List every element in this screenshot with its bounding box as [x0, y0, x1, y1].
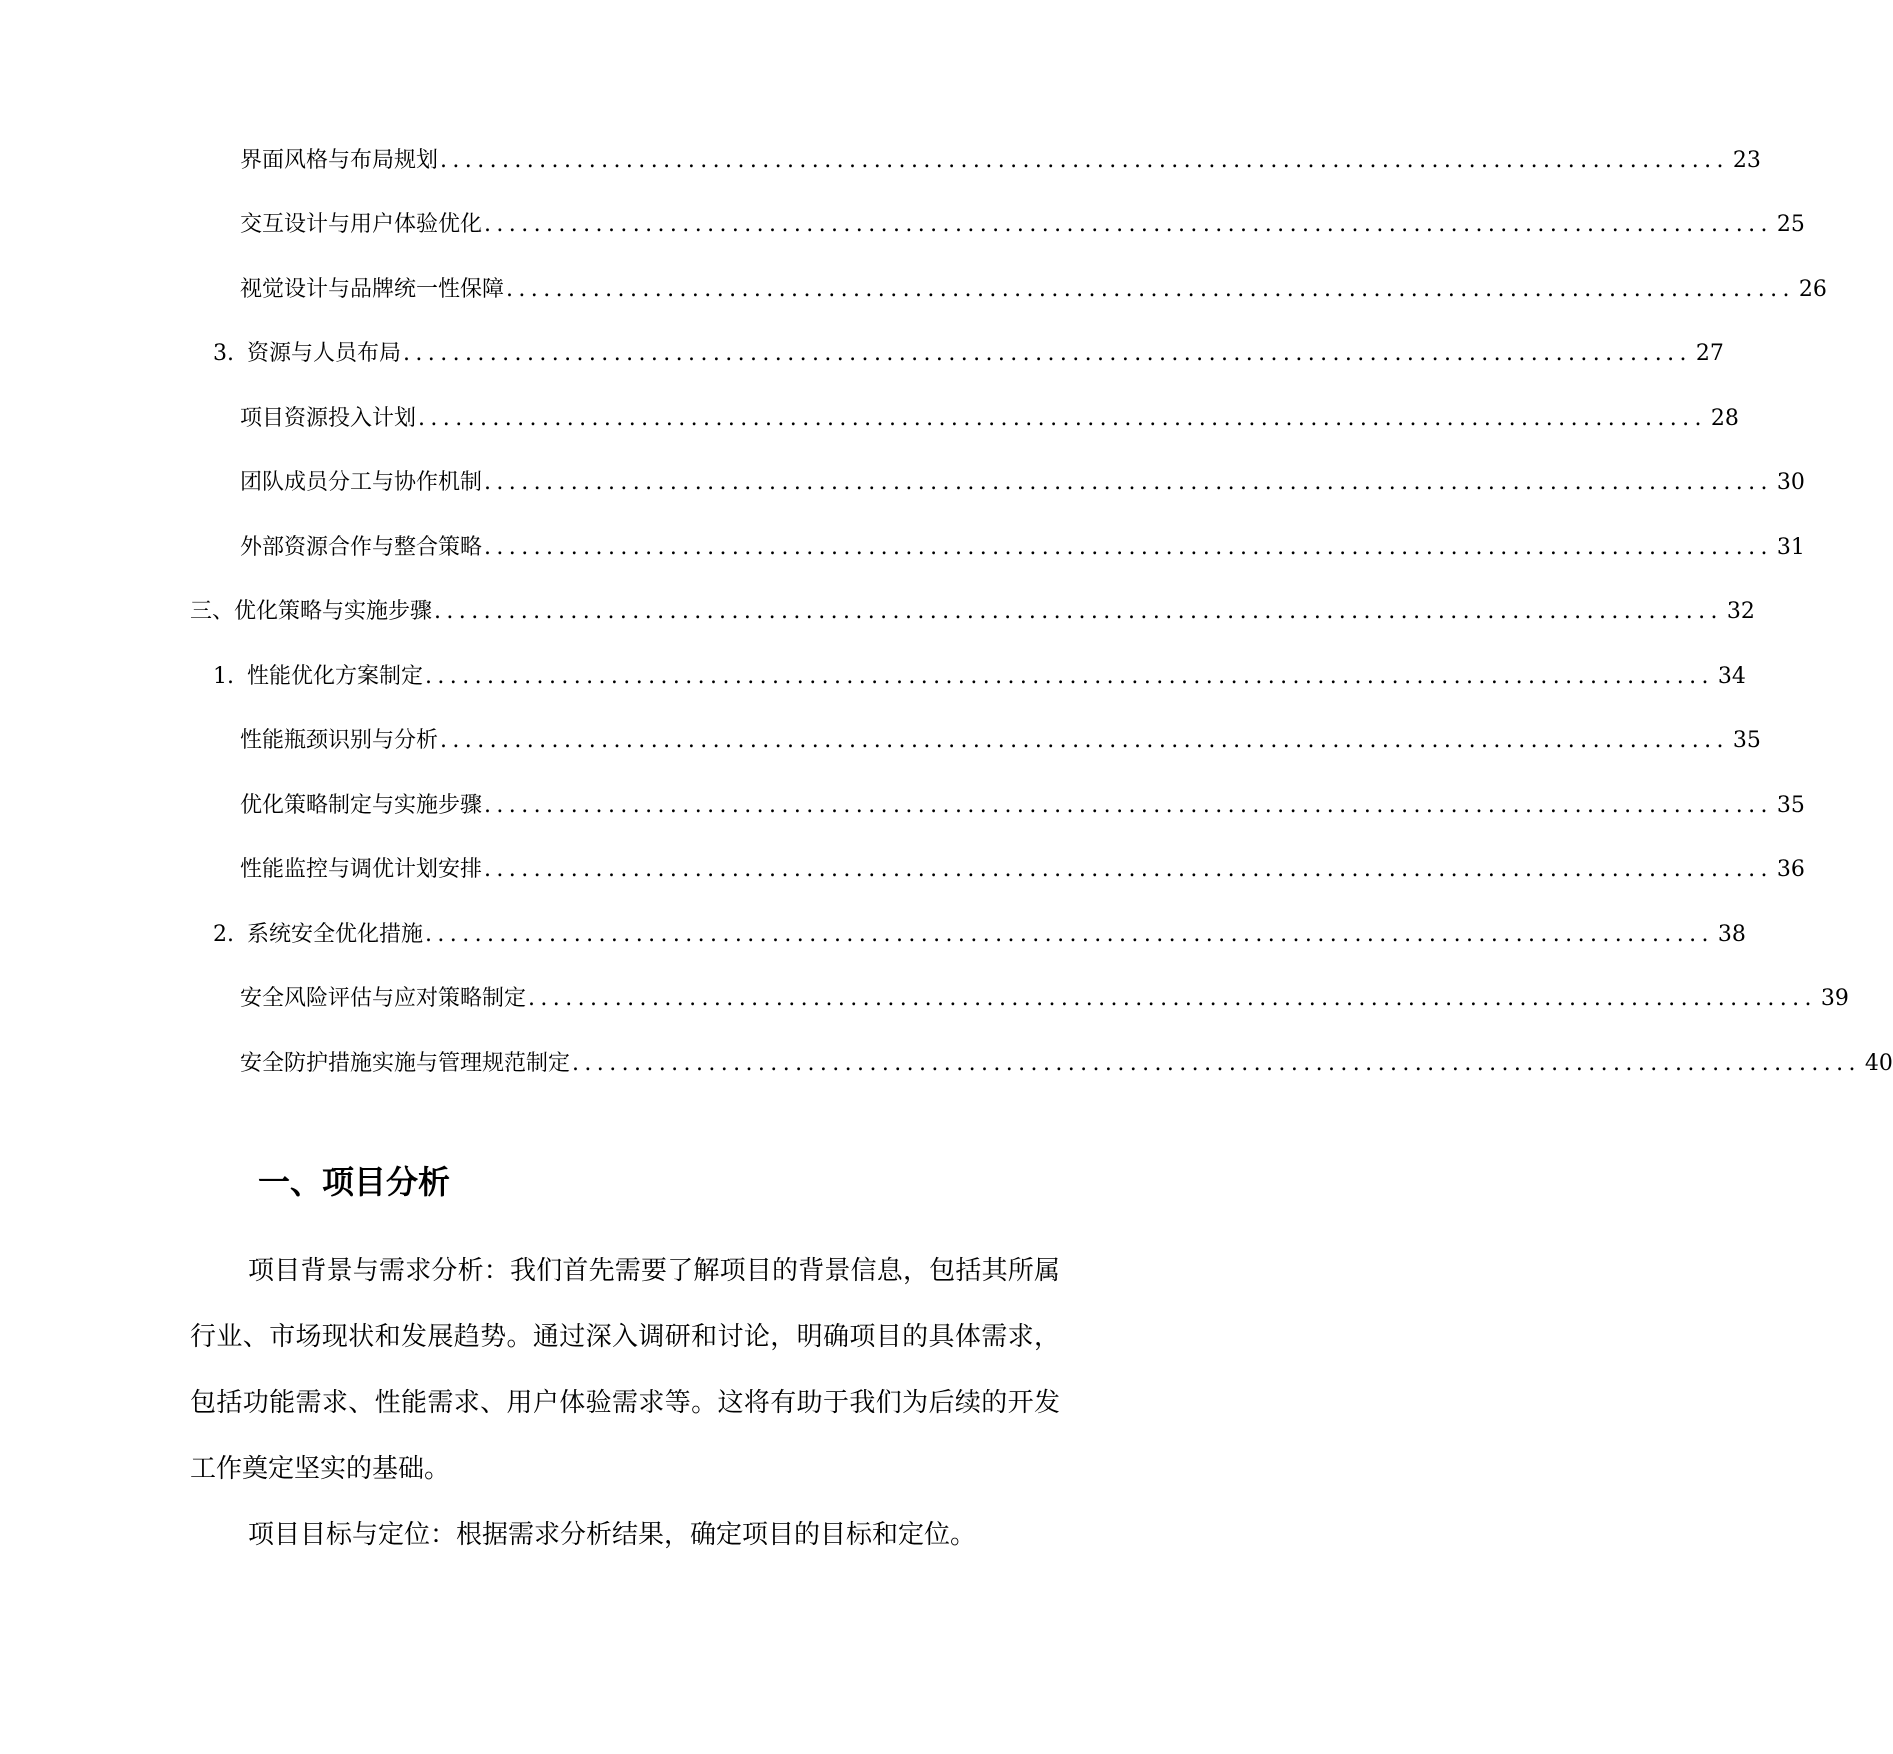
toc-dot-leader: ........................................................................................................	[484, 793, 1773, 818]
toc-dot-leader: ........................................................................................................	[484, 857, 1773, 882]
body-paragraph-block	[190, 1502, 1060, 1568]
toc-dot-leader: ........................................................................................................	[528, 986, 1817, 1011]
toc-dot-leader: ........................................................................................................	[418, 406, 1707, 431]
toc-dot-leader: ........................................................................................................	[425, 922, 1714, 947]
body-paragraph: 项目背景与需求分析：我们首先需要了解项目的背景信息，包括其所属行业、市场现状和发展趋势。通过深入调研和讨论，明确项目的具体需求，包括功能需求、性能需求、用户体验需求等。这将有助于我们为后续的开发工作奠定坚实的基础。	[190, 1256, 1060, 1484]
body-paragraph-block	[190, 1238, 1060, 1502]
toc-entry-title: 界面风格与布局规划	[240, 148, 439, 173]
toc-page-number: 35	[1776, 793, 1805, 818]
toc-dot-leader: ........................................................................................................	[440, 728, 1729, 753]
toc-entry[interactable]	[240, 725, 1761, 757]
toc-entry-title: 安全风险评估与应对策略制定	[240, 986, 527, 1011]
toc-dot-leader: ........................................................................................................	[484, 535, 1773, 560]
section-heading: 一、项目分析	[258, 1163, 451, 1201]
toc-page-number: 27	[1695, 341, 1724, 366]
toc-page-number: 39	[1820, 986, 1849, 1011]
toc-entry-title: 系统安全优化措施	[247, 922, 424, 947]
toc-page-number: 28	[1710, 406, 1739, 431]
toc-entry-title: 交互设计与用户体验优化	[240, 212, 483, 237]
toc-entry[interactable]	[240, 1048, 1893, 1080]
toc-entry[interactable]	[240, 854, 1805, 886]
toc-entry[interactable]	[240, 403, 1739, 435]
toc-dot-leader: ........................................................................................................	[484, 212, 1773, 237]
toc-page-number: 32	[1726, 599, 1755, 624]
toc-dot-leader: ........................................................................................................	[403, 341, 1692, 366]
toc-entry-title: 团队成员分工与协作机制	[240, 470, 483, 495]
toc-page-number: 31	[1776, 535, 1805, 560]
toc-entry[interactable]	[190, 596, 1755, 628]
toc-entry[interactable]	[240, 983, 1849, 1015]
toc-page-number: 30	[1776, 470, 1805, 495]
toc-entry-title: 资源与人员布局	[247, 341, 402, 366]
toc-entry[interactable]	[240, 790, 1805, 822]
body-paragraph: 项目目标与定位：根据需求分析结果，确定项目的目标和定位。	[248, 1520, 977, 1550]
toc-entry-number: 1.	[213, 664, 234, 689]
toc-dot-leader: ........................................................................................................	[572, 1051, 1861, 1076]
toc-entry-number: 2.	[213, 922, 234, 947]
toc-entry-title: 优化策略制定与实施步骤	[240, 793, 483, 818]
toc-page-number: 36	[1776, 857, 1805, 882]
toc-dot-leader: ........................................................................................................	[484, 470, 1773, 495]
toc-entry[interactable]	[240, 532, 1805, 564]
toc-page-number: 38	[1717, 922, 1746, 947]
toc-dot-leader: ........................................................................................................	[425, 664, 1714, 689]
toc-entry-title: 安全防护措施实施与管理规范制定	[240, 1051, 571, 1076]
toc-page-number: 35	[1732, 728, 1761, 753]
toc-entry-title: 性能监控与调优计划安排	[240, 857, 483, 882]
toc-entry-title: 项目资源投入计划	[240, 406, 417, 431]
toc-page-number: 40	[1864, 1051, 1893, 1076]
toc-page-number: 26	[1798, 277, 1827, 302]
toc-entry[interactable]	[240, 274, 1827, 306]
toc-entry[interactable]	[213, 661, 1746, 693]
toc-entry-number: 3.	[213, 341, 234, 366]
toc-dot-leader: ........................................................................................................	[440, 148, 1729, 173]
toc-entry-title: 性能优化方案制定	[247, 664, 424, 689]
toc-dot-leader: ........................................................................................................	[506, 277, 1795, 302]
toc-page-number: 25	[1776, 212, 1805, 237]
toc-page-number: 23	[1732, 148, 1761, 173]
toc-entry-title: 视觉设计与品牌统一性保障	[240, 277, 505, 302]
toc-entry-title: 外部资源合作与整合策略	[240, 535, 483, 560]
toc-entry-title: 三、优化策略与实施步骤	[190, 599, 433, 624]
toc-entry[interactable]	[240, 145, 1761, 177]
toc-dot-leader: ........................................................................................................	[434, 599, 1723, 624]
toc-entry-title: 性能瓶颈识别与分析	[240, 728, 439, 753]
toc-page-number: 34	[1717, 664, 1746, 689]
toc-entry[interactable]	[213, 919, 1746, 951]
toc-entry[interactable]	[213, 338, 1724, 370]
toc-entry[interactable]	[240, 467, 1805, 499]
toc-entry[interactable]	[240, 209, 1805, 241]
